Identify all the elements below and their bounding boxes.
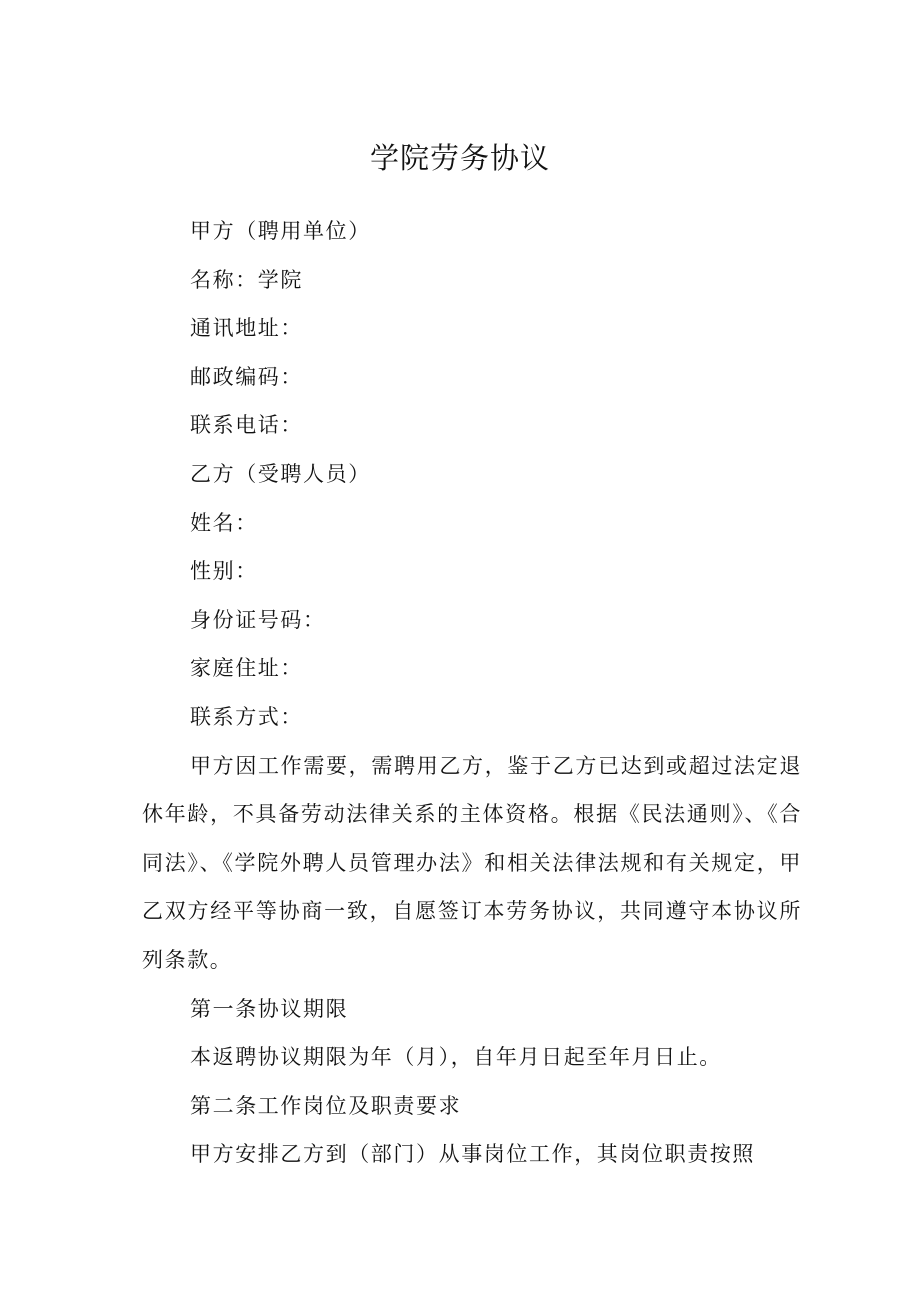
article-1-text: 本返聘协议期限为年（月），自年月日起至年月日止。: [190, 1045, 722, 1070]
party-a-postcode-field: 邮政编码：: [190, 364, 303, 389]
article-1-heading: 第一条协议期限: [190, 996, 349, 1021]
party-b-gender-field: 性别：: [190, 559, 258, 584]
party-a-name-field: 名称：学院: [190, 267, 303, 292]
party-a-heading: 甲方（聘用单位）: [190, 219, 371, 243]
party-b-id-field: 身份证号码：: [190, 607, 326, 632]
document-body: [142, 207, 802, 1179]
party-a-phone-field: 联系电话：: [190, 413, 303, 438]
party-a-address-field: 通讯地址：: [190, 316, 303, 341]
article-2-text: 甲方安排乙方到（部门）从事岗位工作，其岗位职责按照: [190, 1142, 755, 1167]
party-b-address-field: 家庭住址：: [190, 656, 303, 681]
party-b-contact-field: 联系方式：: [190, 704, 303, 729]
document-title: 学院劳务协议: [369, 141, 550, 175]
party-b-heading: 乙方（受聘人员）: [190, 461, 371, 486]
preamble-paragraph: 甲方因工作需要，需聘用乙方，鉴于乙方已达到或超过法定退休年龄，不具备劳动法律关系的主体资格。根据《民法通则》、《合同法》、《学院外聘人员管理办法》和相关法律法规和有关规定，甲乙双方经平等协商一致，自愿签订本劳务协议，共同遵守本协议所列条款。: [142, 753, 802, 972]
article-2-heading: 第二条工作岗位及职责要求: [190, 1093, 462, 1118]
party-b-name-field: 姓名：: [190, 510, 258, 535]
